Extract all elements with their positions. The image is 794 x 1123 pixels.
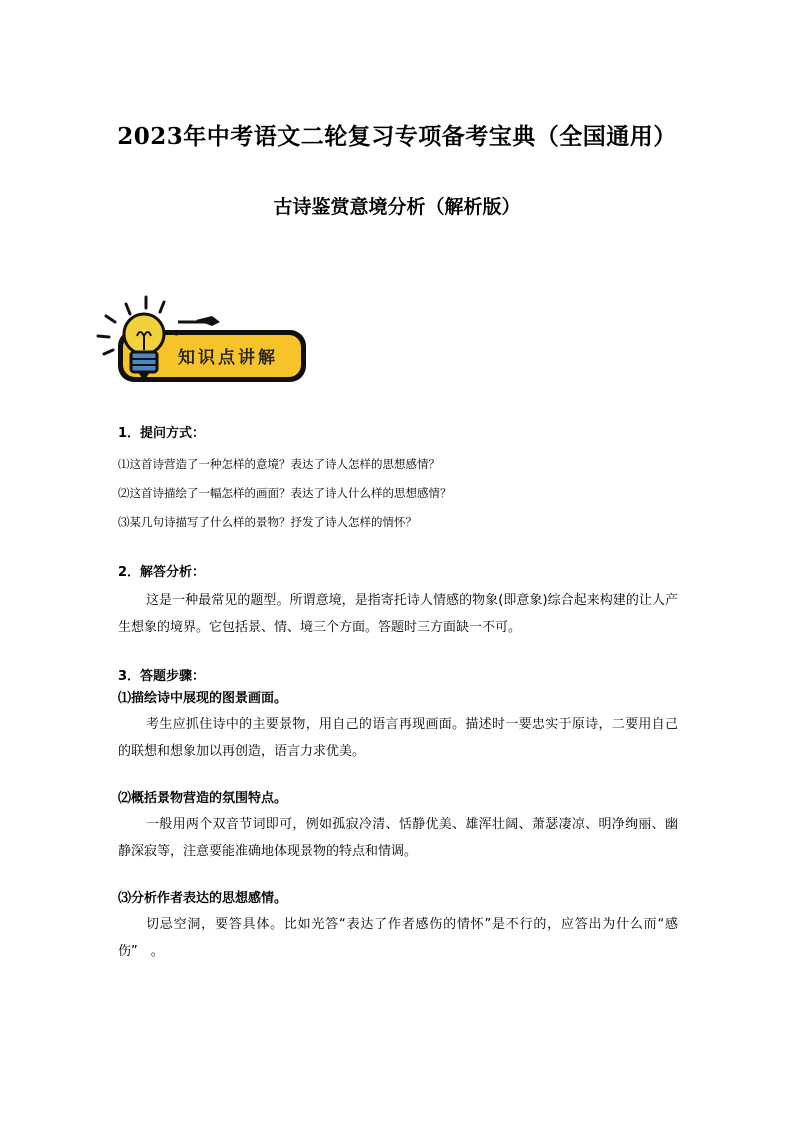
- step-title: ⑶分析作者表达的思想感情。: [118, 891, 288, 906]
- document-body: [118, 424, 678, 965]
- question-item: ⑴这首诗营造了一种怎样的意境？表达了诗人怎样的思想感情？: [118, 457, 440, 471]
- section-heading-ask: 1．提问方式：: [118, 426, 206, 441]
- knowledge-banner: [90, 292, 312, 392]
- question-item: ⑶某几句诗描写了什么样的景物？抒发了诗人怎样的情怀？: [118, 515, 417, 529]
- document-subtitle: 古诗鉴赏意境分析（解析版）: [273, 196, 521, 218]
- step-paragraph: 切忌空洞，要答具体。比如光答“表达了作者感伤的情怀”是不行的，应答出为什么而“感伤” 。: [118, 917, 678, 959]
- banner-label: 知识点讲解: [178, 348, 278, 368]
- analysis-paragraph: 这是一种最常见的题型。所谓意境，是指寄托诗人情感的物象(即意象)综合起来构建的让人产生想象的境界。它包括景、情、境三个方面。答题时三方面缺一不可。: [118, 593, 678, 635]
- step-paragraph: 考生应抓住诗中的主要景物，用自己的语言再现画面。描述时一要忠实于原诗，二要用自己的联想和想象加以再创造，语言力求优美。: [118, 717, 678, 759]
- step-title: ⑵概括景物营造的氛围特点。: [118, 791, 288, 806]
- step-paragraph: 一般用两个双音节词即可，例如孤寂冷清、恬静优美、雄浑壮阔、萧瑟凄凉、明净绚丽、幽静深寂等，注意要能准确地体现景物的特点和情调。: [118, 817, 678, 859]
- question-item: ⑵这首诗描绘了一幅怎样的画面？表达了诗人什么样的思想感情？: [118, 486, 452, 500]
- section-heading-steps: 3．答题步骤：: [118, 669, 206, 684]
- document-title: 2023年中考语文二轮复习专项备考宝典（全国通用）: [117, 123, 677, 150]
- lightbulb-icon: [90, 292, 312, 392]
- step-title: ⑴描绘诗中展现的图景画面。: [118, 691, 288, 706]
- section-heading-analysis: 2．解答分析：: [118, 565, 206, 580]
